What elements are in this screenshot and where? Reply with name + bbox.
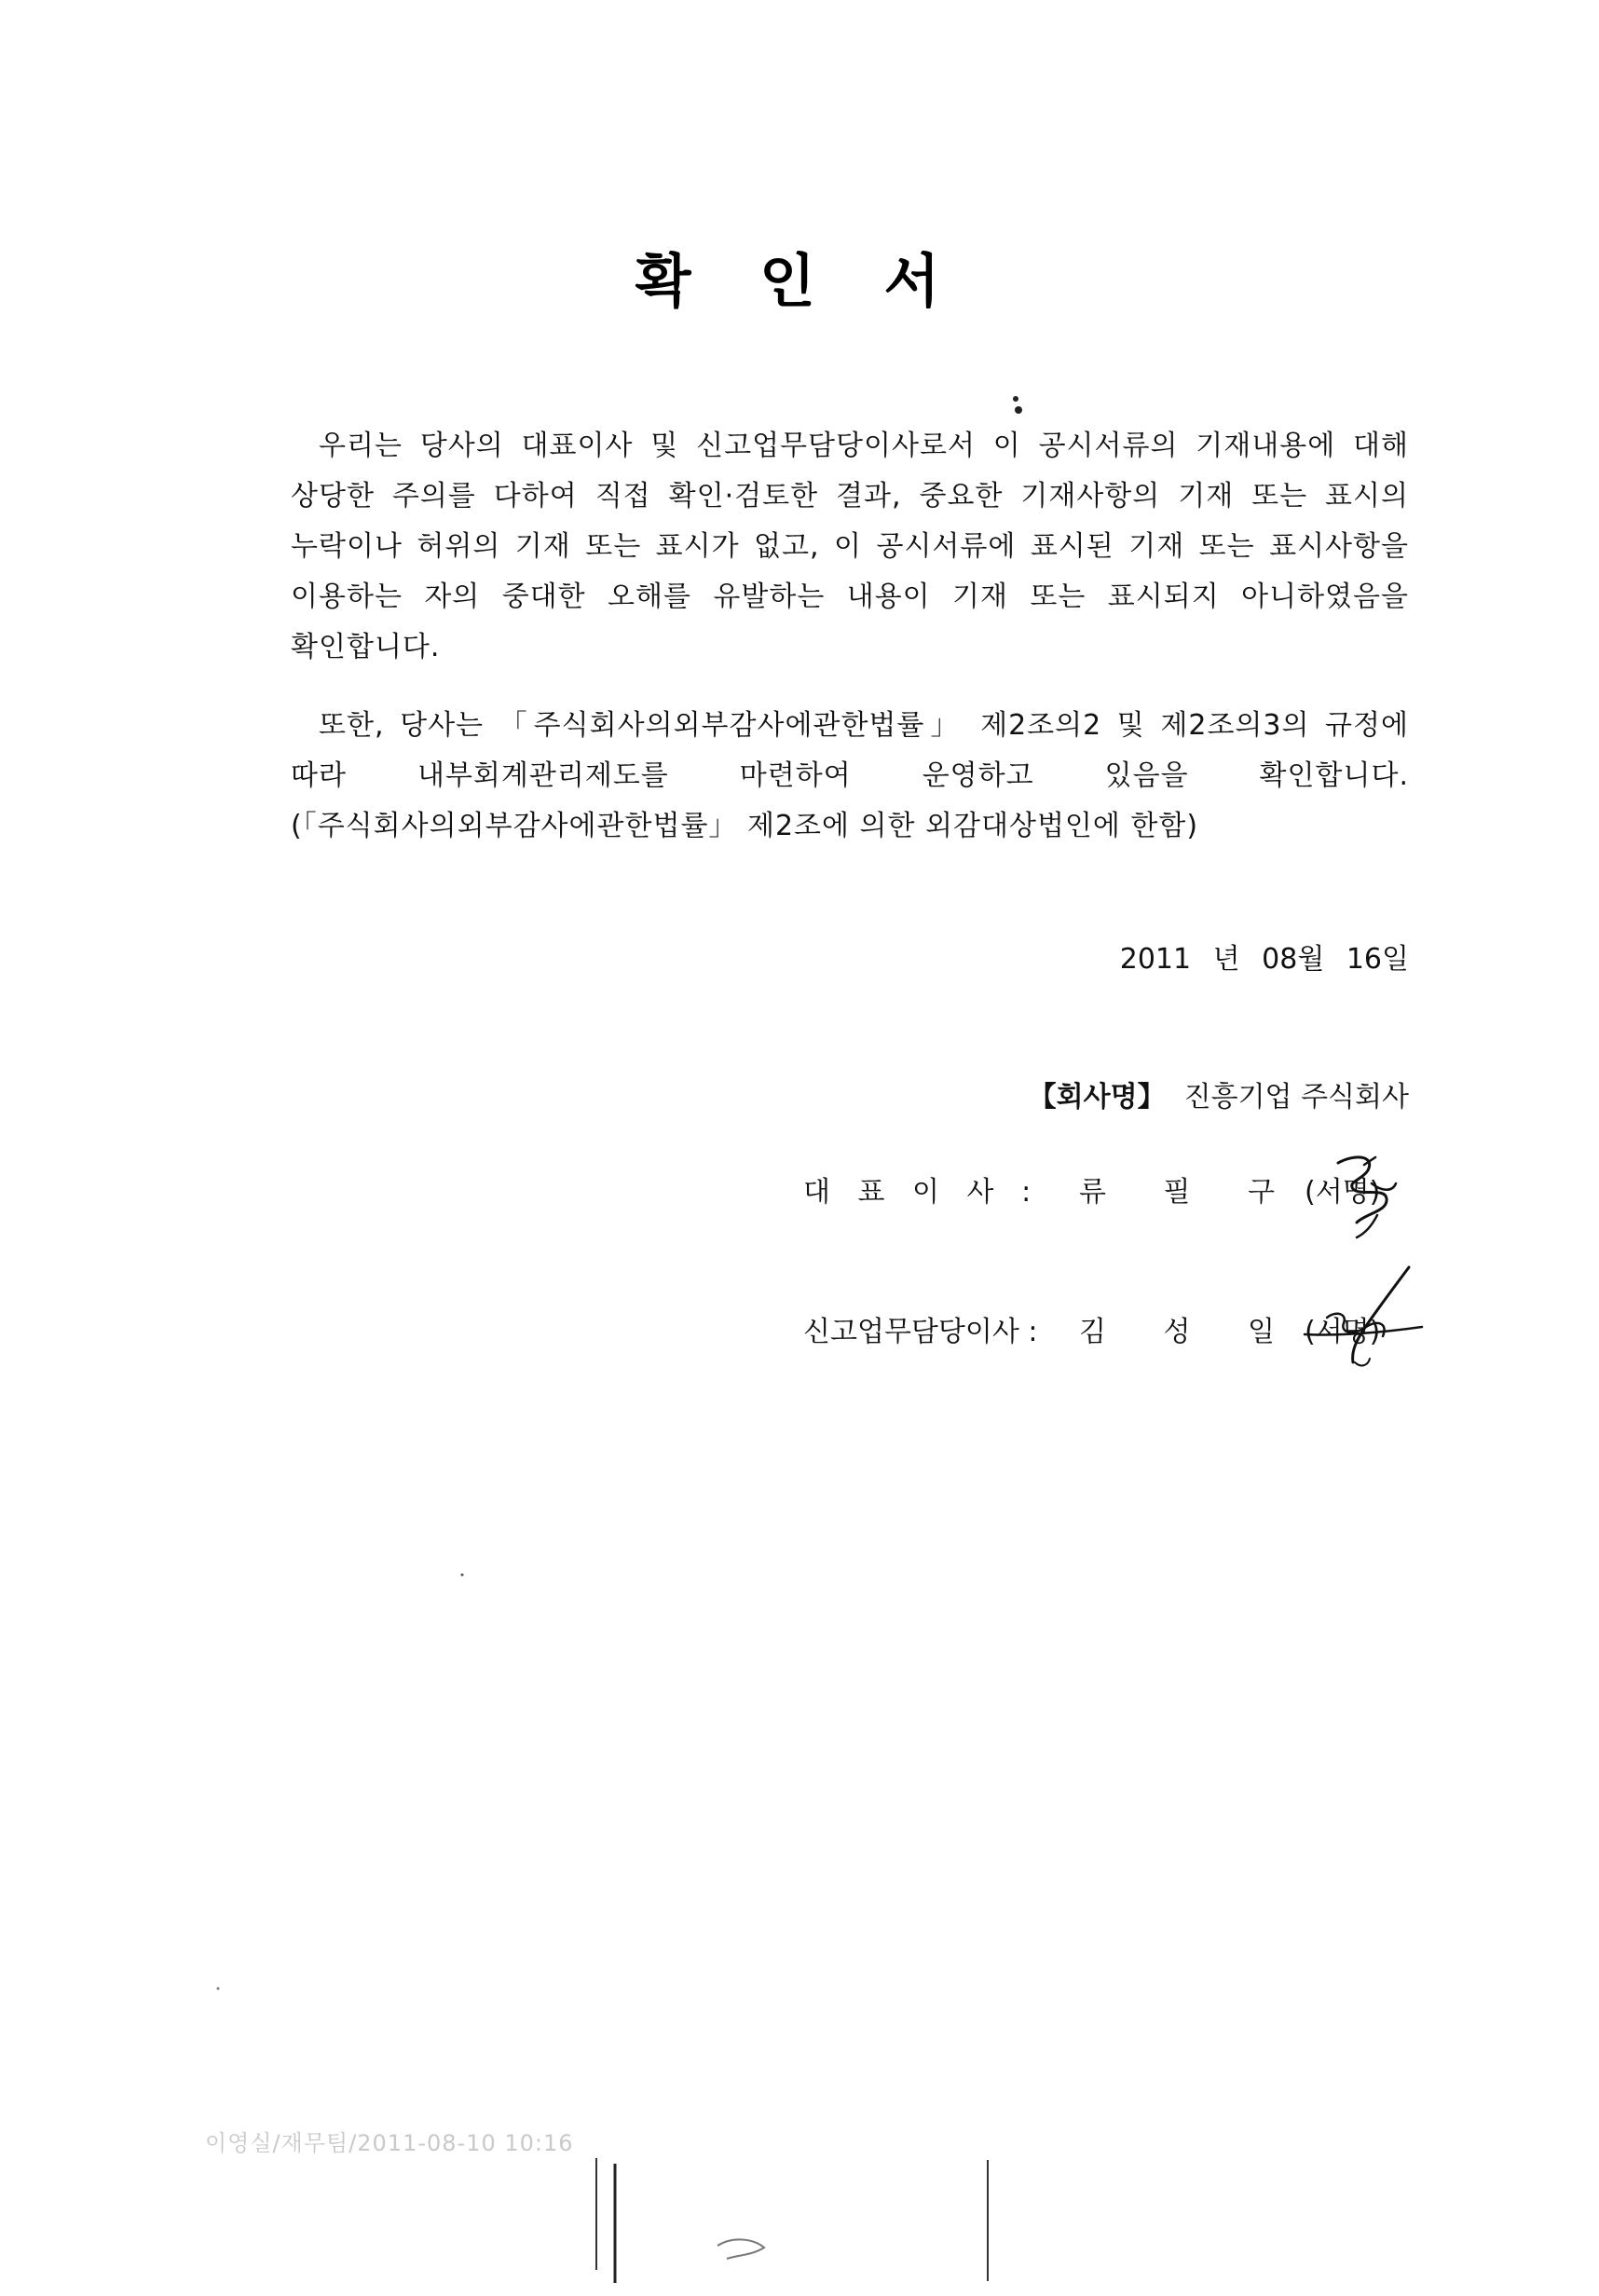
- signatory-name: 김 성 일: [1079, 1316, 1300, 1348]
- document-date: 2011 년 08월 16일: [1119, 943, 1409, 976]
- signatory-role: 대 표 이 사 :: [803, 1176, 1041, 1209]
- document-title: 확 인 서: [635, 247, 964, 315]
- signature-seal-label: (서명): [1305, 1176, 1381, 1209]
- signature-seal-label: (서명): [1305, 1316, 1381, 1348]
- signatory-role: 신고업무담당이사 :: [803, 1316, 1038, 1348]
- signatory-name: 류 필 구: [1079, 1176, 1300, 1209]
- print-stamp: 이영실/재무팀/2011-08-10 10:16: [205, 2130, 574, 2156]
- paragraph-text: 우리는 당사의 대표이사 및 신고업무담당이사로서 이 공시서류의 기재내용에 대해 상당한 주의를 다하여 직접 확인·검토한 결과, 중요한 기재사항의 기재 또는 표시의 누락이나 허위의 기재 또는 표시가 없고, 이 공시서류에 표시된 기재 또는 표시사항을 이용하는 자의 중대한 오해를 유발하는 내용이 기재 또는 표시되지 아니하였음을 확인합니다.: [291, 430, 1409, 663]
- paragraph-text: 또한, 당사는 「주식회사의외부감사에관한법률」 제2조의2 및 제2조의3의 규정에 따라 내부회계관리제도를 마련하여 운영하고 있음을 확인합니다.(「주식회사의외부감사에관한법률」 제2조에 의한 외감대상법인에 한함): [291, 709, 1409, 842]
- company-name: 진흥기업 주식회사: [1183, 1081, 1409, 1114]
- company-label: 【회사명】: [1028, 1081, 1166, 1114]
